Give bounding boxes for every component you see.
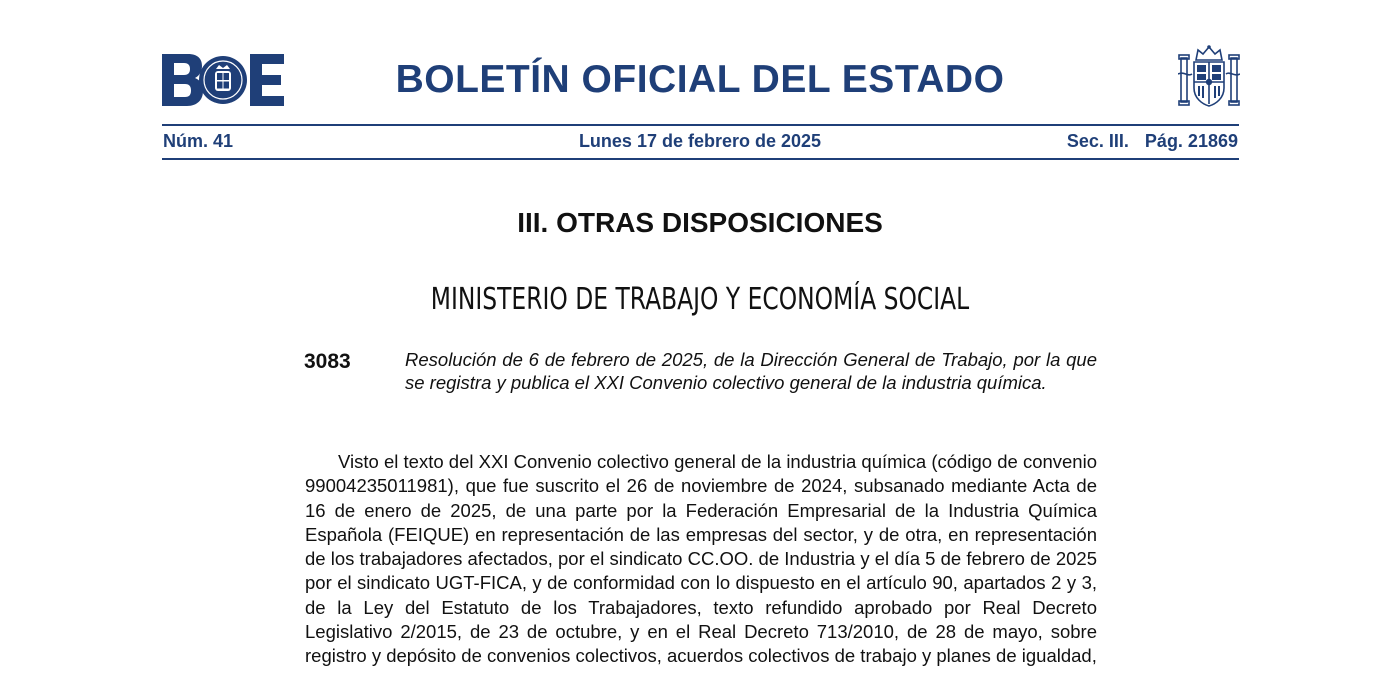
ministry-heading: MINISTERIO DE TRABAJO Y ECONOMÍA SOCIAL <box>430 282 970 317</box>
body-paragraph: Visto el texto del XXI Convenio colectivo general de la industria química (código de convenio 99004235011981), que fue suscrito el 26 de noviembre de 2024, subsanado mediante Acta de 16 de enero de 2025, de una parte por la Federación Empresarial de la Industria Química Española (FEIQUE) en representación de las empresas del sector, y de otra, en representación de los trabajadores afectados, por el sindicato CC.OO. de Industria y el día 5 de febrero de 2025 por el sindicato UGT-FICA, y de conformidad con lo dispuesto en el artículo 90, apartados 2 y 3, de la Ley del Estatuto de los Trabajadores, texto refundido aprobado por Real Decreto Legislativo 2/2015, de 23 de octubre, y en el Real Decreto 713/2010, de 28 de mayo, sobre registro y depósito de convenios colectivos, acuerdos colectivos de trabajo y planes de igualdad, <box>305 451 1097 667</box>
issue-date: Lunes 17 de febrero de 2025 <box>578 131 822 151</box>
gazette-title: BOLETÍN OFICIAL DEL ESTADO <box>395 58 1005 101</box>
section-label: Sec. III. <box>1066 131 1129 151</box>
coat-of-arms-icon <box>1178 44 1240 110</box>
header-rule-top <box>162 124 1239 126</box>
header-rule-bottom <box>162 158 1239 160</box>
resolution-number: 3083 <box>304 350 351 373</box>
issue-number: Núm. 41 <box>163 131 234 151</box>
section-title: III. OTRAS DISPOSICIONES <box>517 207 883 238</box>
resolution-title: Resolución de 6 de febrero de 2025, de la Dirección General de Trabajo, por la que se registra y publica el XXI Convenio colectivo general de la industria química. <box>405 349 1097 393</box>
page-number: Pág. 21869 <box>1144 131 1238 151</box>
section-page-info <box>1067 131 1238 152</box>
boe-logo-icon <box>162 54 284 106</box>
